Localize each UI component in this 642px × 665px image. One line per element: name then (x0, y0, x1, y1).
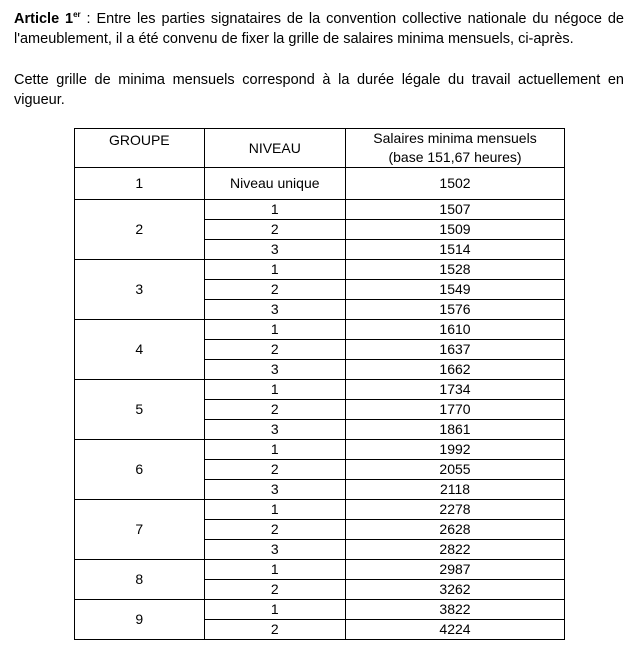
salaire-cell: 4224 (346, 620, 565, 640)
niveau-cell: 2 (204, 400, 345, 420)
article-text: : Entre les parties signataires de la convention collective nationale du négoce de l'ameublement, il a été convenu de fixer la grille de salaires minima mensuels, ci-après. (14, 11, 624, 47)
niveau-cell: 3 (204, 420, 345, 440)
table-row (75, 500, 565, 520)
salaire-cell: 2987 (346, 560, 565, 580)
groupe-cell: 8 (75, 560, 205, 600)
niveau-cell: 1 (204, 200, 345, 220)
article-label: Article 1er (14, 10, 81, 27)
groupe-cell: 5 (75, 380, 205, 440)
salaire-cell: 3822 (346, 600, 565, 620)
table-row (75, 380, 565, 400)
niveau-cell: 1 (204, 560, 345, 580)
salaire-cell: 1662 (346, 360, 565, 380)
salary-grid-body (75, 168, 565, 640)
salaire-cell: 1549 (346, 280, 565, 300)
salaire-cell: 3262 (346, 580, 565, 600)
niveau-cell: 2 (204, 620, 345, 640)
salaire-cell: 2628 (346, 520, 565, 540)
table-row (75, 168, 565, 200)
table-row (75, 260, 565, 280)
niveau-cell: 2 (204, 460, 345, 480)
article-paragraph (14, 9, 624, 49)
niveau-cell: 1 (204, 320, 345, 340)
niveau-cell: 1 (204, 440, 345, 460)
salaire-cell: 1507 (346, 200, 565, 220)
table-row (75, 440, 565, 460)
salaire-cell: 1610 (346, 320, 565, 340)
header-groupe: GROUPE (75, 129, 205, 168)
niveau-cell: 2 (204, 580, 345, 600)
groupe-cell: 7 (75, 500, 205, 560)
salaire-cell: 1734 (346, 380, 565, 400)
header-salaires-line1: Salaires minima mensuels (373, 130, 537, 146)
salaire-cell: 2118 (346, 480, 565, 500)
salaire-cell: 1992 (346, 440, 565, 460)
salaire-cell: 2822 (346, 540, 565, 560)
niveau-cell: 2 (204, 520, 345, 540)
salaire-cell: 1576 (346, 300, 565, 320)
table-row (75, 560, 565, 580)
salaire-cell: 1770 (346, 400, 565, 420)
niveau-cell: 1 (204, 260, 345, 280)
salaire-cell: 1502 (346, 168, 565, 200)
niveau-cell: 2 (204, 280, 345, 300)
table-header-row (75, 129, 565, 168)
salaire-cell: 1509 (346, 220, 565, 240)
salaire-cell: 1528 (346, 260, 565, 280)
niveau-cell: 3 (204, 540, 345, 560)
table-row (75, 600, 565, 620)
groupe-cell: 2 (75, 200, 205, 260)
salaire-cell: 1637 (346, 340, 565, 360)
niveau-cell: 2 (204, 220, 345, 240)
groupe-cell: 1 (75, 168, 205, 200)
salaire-cell: 2055 (346, 460, 565, 480)
groupe-cell: 4 (75, 320, 205, 380)
header-niveau: NIVEAU (204, 129, 345, 168)
niveau-cell: 1 (204, 500, 345, 520)
table-row (75, 320, 565, 340)
salaire-cell: 2278 (346, 500, 565, 520)
niveau-cell: 3 (204, 240, 345, 260)
table-row (75, 200, 565, 220)
groupe-cell: 3 (75, 260, 205, 320)
niveau-cell: 3 (204, 300, 345, 320)
groupe-cell: 6 (75, 440, 205, 500)
niveau-cell: 3 (204, 480, 345, 500)
niveau-cell: 2 (204, 340, 345, 360)
niveau-cell: 1 (204, 380, 345, 400)
niveau-cell: Niveau unique (204, 168, 345, 200)
salaire-cell: 1861 (346, 420, 565, 440)
salary-grid-table (74, 128, 565, 640)
niveau-cell: 3 (204, 360, 345, 380)
grid-description-paragraph: Cette grille de minima mensuels correspond à la durée légale du travail actuellement en vigueur. (14, 72, 624, 108)
groupe-cell: 9 (75, 600, 205, 640)
niveau-cell: 1 (204, 600, 345, 620)
article-superscript: er (73, 10, 81, 19)
header-salaires-line2: (base 151,67 heures) (388, 149, 522, 165)
header-salaires (346, 129, 565, 168)
salaire-cell: 1514 (346, 240, 565, 260)
